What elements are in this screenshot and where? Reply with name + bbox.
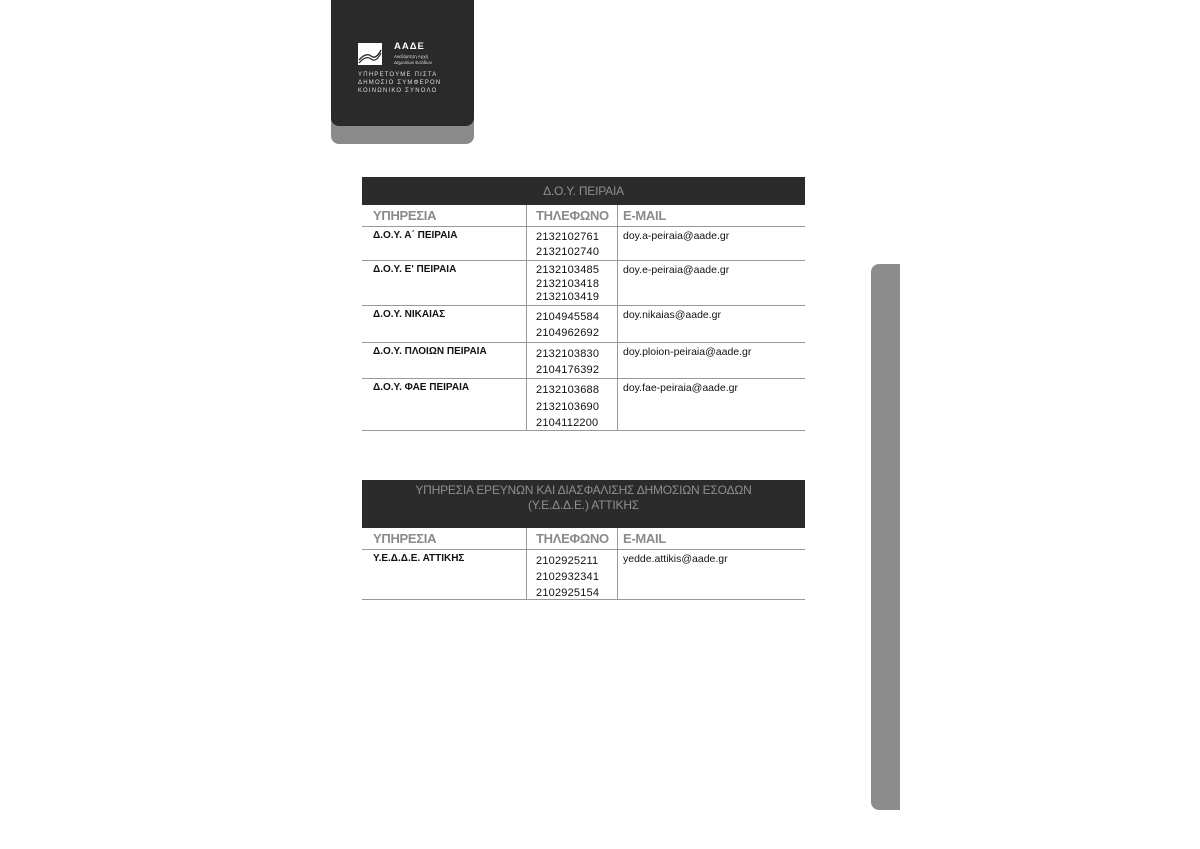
table-yedde-attikis: [362, 480, 805, 600]
phone-cell: [527, 261, 618, 305]
email-link[interactable]: doy.fae-peiraia@aade.gr: [623, 382, 738, 394]
email-link[interactable]: doy.a-peiraia@aade.gr: [623, 230, 730, 242]
table-header: [362, 528, 805, 550]
header-email: E-MAIL: [623, 208, 666, 223]
phone-cell: [527, 550, 618, 599]
table-row: [362, 306, 805, 343]
table-title: Δ.Ο.Υ. ΠΕΙΡΑΙΑ: [362, 177, 805, 205]
table-row: [362, 227, 805, 261]
email-link[interactable]: yedde.attikis@aade.gr: [623, 553, 728, 565]
phone-number: 2104962692: [536, 327, 600, 339]
aade-emblem-icon: [358, 43, 382, 65]
logo-subtitle-1: Ανεξάρτητη Αρχή: [394, 54, 429, 59]
header-service: ΥΠΗΡΕΣΙΑ: [362, 205, 527, 226]
phone-number: 2102932341: [536, 571, 600, 583]
phone-number: 2104112200: [536, 417, 599, 429]
header-service: ΥΠΗΡΕΣΙΑ: [362, 528, 527, 549]
logo-motto-line: ΥΠΗΡΕΤΟΥΜΕ ΠΙΣΤΑ: [358, 72, 438, 78]
phone-number: 2102925154: [536, 587, 600, 599]
logo-name: ΑΑΔΕ: [394, 41, 425, 52]
table-title-line: (Υ.Ε.Δ.Δ.Ε.) ΑΤΤΙΚΗΣ: [527, 498, 640, 512]
phone-number: 2132103688: [536, 384, 600, 396]
phone-number: 2104945584: [536, 311, 600, 323]
phone-cell: [527, 343, 618, 378]
table-row: [362, 261, 805, 306]
phone-number: 2132102740: [536, 246, 600, 258]
aade-logo: [331, 0, 474, 126]
email-link[interactable]: doy.ploion-peiraia@aade.gr: [623, 346, 752, 358]
email-link[interactable]: doy.nikaias@aade.gr: [623, 309, 722, 321]
service-name: Υ.Ε.Δ.Δ.Ε. ΑΤΤΙΚΗΣ: [362, 550, 527, 599]
phone-number: 2132103830: [536, 348, 600, 360]
service-name: Δ.Ο.Υ. ΠΛΟΙΩΝ ΠΕΙΡΑΙΑ: [362, 343, 527, 378]
phone-number: 2104176392: [536, 364, 600, 376]
table-row: [362, 550, 805, 600]
phone-number: 2132102761: [536, 231, 600, 243]
logo-motto-line: ΔΗΜΟΣΙΟ ΣΥΜΦΕΡΟΝ: [358, 80, 442, 86]
phone-cell: [527, 227, 618, 260]
phone-number: 2132103418: [536, 277, 600, 290]
header-phone: ΤΗΛΕΦΩΝΟ: [527, 205, 618, 226]
logo-subtitle-2: Δημοσίων Εσόδων: [394, 60, 432, 65]
phone-number: 2132103690: [536, 400, 600, 413]
service-name: Δ.Ο.Υ. Α΄ ΠΕΙΡΑΙΑ: [362, 227, 527, 260]
table-title-line: ΥΠΗΡΕΣΙΑ ΕΡΕΥΝΩΝ ΚΑΙ ΔΙΑΣΦΑΛΙΣΗΣ ΔΗΜΟΣΙΩΝ ΕΣΟΔΩΝ: [415, 483, 752, 497]
logo-motto-line: ΚΟΙΝΩΝΙΚΟ ΣΥΝΟΛΟ: [358, 88, 438, 94]
side-tab: [871, 264, 900, 810]
table-row: [362, 343, 805, 379]
table-header: [362, 205, 805, 227]
email-link[interactable]: doy.e-peiraia@aade.gr: [623, 264, 730, 276]
table-row: [362, 379, 805, 431]
table-doy-peiraia: [362, 177, 805, 431]
phone-number: 2102925211: [536, 555, 599, 567]
phone-number: 2132103485: [536, 264, 600, 276]
header-email: E-MAIL: [623, 531, 666, 546]
service-name: Δ.Ο.Υ. Ε' ΠΕΙΡΑΙΑ: [362, 261, 527, 305]
header-phone: ΤΗΛΕΦΩΝΟ: [527, 528, 618, 549]
service-name: Δ.Ο.Υ. ΦΑΕ ΠΕΙΡΑΙΑ: [362, 379, 527, 430]
phone-cell: [527, 306, 618, 342]
service-name: Δ.Ο.Υ. ΝΙΚΑΙΑΣ: [362, 306, 527, 342]
phone-cell: [527, 379, 618, 430]
table-title: [362, 480, 805, 528]
phone-number: 2132103419: [536, 291, 600, 303]
